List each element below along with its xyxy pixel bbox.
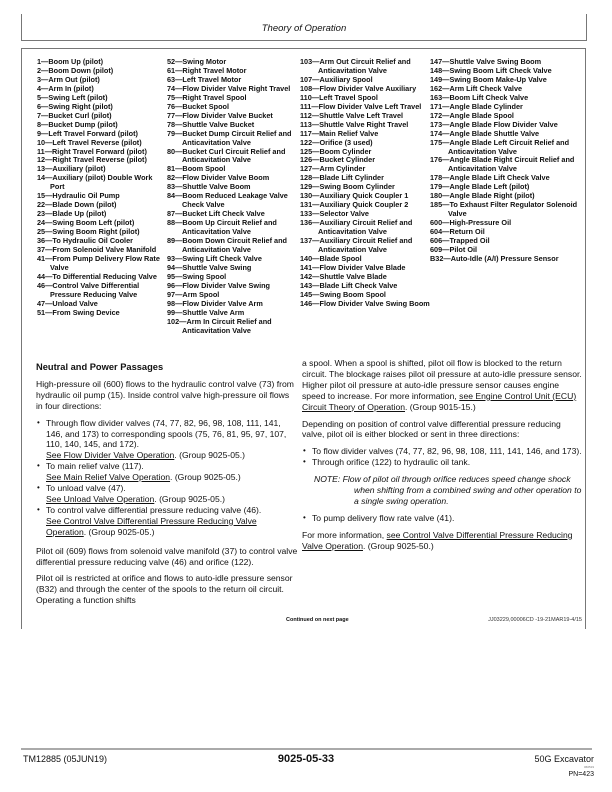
legend-number: 145— <box>300 289 320 299</box>
legend-number: 52— <box>167 57 183 66</box>
legend-number: 111— <box>300 101 319 111</box>
legend-label: Bucket Lift Check Valve <box>182 209 265 219</box>
legend-number: 10— <box>37 137 53 147</box>
legend-label: Main Relief Valve <box>319 128 379 138</box>
legend-item <box>167 148 295 166</box>
legend-label: Auxiliary Circuit Relief and Anticavitation Valve <box>318 218 413 237</box>
legend-label: Bucket Cylinder <box>319 155 376 165</box>
legend-number: 82— <box>167 173 183 183</box>
legend-number: 163— <box>430 92 450 102</box>
legend-label: Blade Lift Cylinder <box>319 173 384 183</box>
legend-column <box>300 58 430 309</box>
legend-number: 172— <box>430 110 450 120</box>
legend-number: 23— <box>37 209 53 219</box>
paragraph: Pilot oil is restricted at orifice and flows to auto-idle pressure sensor (B32) and through the center of the spools to the return oil circuit. Operating a function shifts <box>36 573 293 606</box>
legend-number: 94— <box>167 262 183 272</box>
footer-divider <box>21 748 592 750</box>
legend-label: Angle Blade Right Circuit Relief and Anticavitation Valve <box>448 155 575 174</box>
legend-number: 93— <box>167 253 183 263</box>
legend-label: Blade Lift Check Valve <box>319 280 398 290</box>
legend-number: 133— <box>300 209 320 219</box>
legend-label: Swing Right (pilot) <box>48 101 113 111</box>
legend-label: Left Travel Spool <box>319 92 378 102</box>
reference-code: JJ03229,00006CD -19-21MAR19-4/15 <box>488 617 582 623</box>
legend-label: Auxiliary (pilot) <box>52 164 106 174</box>
legend-label: Swing Boom Cylinder <box>319 182 395 192</box>
legend-number: 3— <box>37 74 49 84</box>
legend-number: 136— <box>300 218 320 228</box>
legend-number: 12— <box>37 155 53 165</box>
paragraph-text: . (Group 9015-15.) <box>405 401 476 412</box>
legend-label: Boom Cylinder <box>319 146 372 156</box>
legend-label: Bucket Curl (pilot) <box>48 110 112 120</box>
legend-column <box>167 58 295 336</box>
legend-label: Control Valve Differential Pressure Reducing Valve <box>50 280 140 299</box>
legend-number: 9— <box>37 128 49 138</box>
legend-label: Flow Divider Valve Auxiliary <box>319 83 417 93</box>
legend-number: 604— <box>430 227 450 237</box>
legend-label: Swing Left (pilot) <box>48 92 108 102</box>
legend-label: Flow Divider Valve Boom <box>182 173 270 183</box>
legend-label: Right Travel Motor <box>182 65 247 75</box>
legend-label: Left Travel Reverse (pilot) <box>52 137 142 147</box>
legend-label: Right Travel Forward (pilot) <box>52 146 147 156</box>
paragraph-text: . (Group 9025-05.) <box>174 450 246 461</box>
legend-number: 88— <box>167 218 183 228</box>
legend-label: Bucket Dump (pilot) <box>48 119 118 129</box>
legend-label: Shuttle Valve Arm <box>182 307 245 317</box>
legend-label: Pilot Oil <box>449 245 478 255</box>
legend-number: 44— <box>37 271 53 281</box>
legend-label: Trapped Oil <box>449 236 490 246</box>
legend-number: 117— <box>300 128 320 138</box>
legend-label: From Swing Device <box>52 307 120 317</box>
bullet-list <box>302 513 584 524</box>
legend-item <box>300 58 430 76</box>
body-right-column <box>302 358 584 558</box>
legend-label: From Pump Delivery Flow Rate Valve <box>50 253 160 272</box>
legend-label: Shuttle Valve Bucket <box>182 119 255 129</box>
legend-number: 61— <box>167 65 183 75</box>
list-item: • To pump delivery flow rate valve (41). <box>302 513 584 524</box>
legend-number: 84— <box>167 191 183 201</box>
legend-number: 129— <box>300 182 320 192</box>
cross-reference-link[interactable]: See Control Valve Differential Pressure Reducing Valve Operation <box>46 515 257 537</box>
section-title: Neutral and Power Passages <box>36 362 164 372</box>
legend-number: 131— <box>300 200 320 210</box>
legend-item <box>430 255 582 264</box>
legend-item <box>37 174 165 192</box>
legend-label: Boom Reduced Leakage Valve Check Valve <box>182 191 288 210</box>
legend-label: Auxiliary (pilot) Double Work Port <box>50 173 153 192</box>
legend-label: Shuttle Valve Swing Boom <box>449 57 542 66</box>
legend-number: 11— <box>37 146 53 156</box>
legend-label: Return Oil <box>449 227 485 237</box>
legend-label: Swing Boom Left (pilot) <box>52 218 135 228</box>
legend-label: Auxiliary Quick Coupler 2 <box>319 200 409 210</box>
legend-number: 176— <box>430 155 450 165</box>
footer-manual-id: TM12885 (05JUN19) <box>23 754 108 764</box>
legend-number: 75— <box>167 92 183 102</box>
legend-label: Angle Blade Flow Divider Valve <box>449 119 558 129</box>
legend-number: 89— <box>167 236 183 246</box>
legend-number: 112— <box>300 110 320 120</box>
footer-model: 50G Excavator <box>534 754 594 764</box>
legend-label: Shuttle Valve Swing <box>182 262 252 272</box>
paragraph: Pilot oil (609) flows from solenoid valve manifold (37) to control valve differential pressure reducing valve (46) and orifice (122). <box>36 545 298 567</box>
legend-label: Bucket Spool <box>182 101 230 111</box>
legend-label: Auxiliary Quick Coupler 1 <box>319 191 409 201</box>
legend-label: Blade Spool <box>319 253 362 263</box>
legend-label: To Differential Reducing Valve <box>52 271 157 281</box>
paragraph-text: To unload valve (47). <box>46 483 126 494</box>
legend-label: Boom Up Circuit Relief and Anticavitation Valve <box>182 218 277 237</box>
bullet-list <box>302 446 584 468</box>
legend-label: Swing Motor <box>182 57 227 66</box>
legend-number: 178— <box>430 173 450 183</box>
legend-number: 185— <box>430 200 450 210</box>
legend-label: Flow Divider Valve Arm <box>182 298 263 308</box>
body-left-column <box>36 362 298 612</box>
legend-number: 96— <box>167 280 183 290</box>
footer-pn: PN=423 <box>568 771 594 778</box>
list-item: • To flow divider valves (74, 77, 82, 96, 98, 108, 111, 141, 146, and 173). <box>302 446 584 457</box>
legend-number: 142— <box>300 271 320 281</box>
paragraph: Depending on position of control valve differential pressure reducing valve, pilot oil is either blocked or sent in three directions: <box>302 418 561 440</box>
legend-item <box>300 237 430 255</box>
legend-number: 179— <box>430 182 450 192</box>
list-item <box>36 461 298 483</box>
legend-label: Arm Spool <box>182 289 220 299</box>
legend-item <box>37 255 165 273</box>
legend-item <box>430 139 582 157</box>
paragraph-text: Through flow divider valves (74, 77, 82, 96, 98, 108, 111, 141, 146, and 173) to corresponding spools (75, 76, 81, 95, 97, 107, 110, 140, 145, and 172). <box>46 417 287 450</box>
legend-item <box>430 201 582 219</box>
legend-number: 63— <box>167 74 183 84</box>
continued-note: Continued on next page <box>286 617 349 623</box>
legend-label: Arm Lift Check Valve <box>449 83 523 93</box>
legend-column <box>430 58 582 264</box>
legend-number: 141— <box>300 262 320 272</box>
bullet-list <box>36 418 298 538</box>
legend-label: Swing Boom Spool <box>319 289 386 299</box>
legend-number: 47— <box>37 298 53 308</box>
legend-label: Boom Spool <box>182 164 226 174</box>
legend-number: 143— <box>300 280 320 290</box>
legend-number: 95— <box>167 271 183 281</box>
paragraph-text: . (Group 9025-05.) <box>170 472 241 483</box>
legend-number: 37— <box>37 245 53 255</box>
legend-label: From Solenoid Valve Manifold <box>52 245 157 255</box>
footer-page-number: 9025-05-33 <box>277 753 335 765</box>
legend-label: Angle Blade Left Circuit Relief and Anticavitation Valve <box>448 137 570 156</box>
legend-label: Hydraulic Oil Pump <box>52 191 120 201</box>
legend-label: Selector Valve <box>319 209 369 219</box>
legend-label: Arm Cylinder <box>319 164 366 174</box>
legend-number: 1— <box>37 57 49 66</box>
legend-label: Flow Divider Valve Blade <box>319 262 406 272</box>
legend-number: 25— <box>37 227 53 237</box>
legend-number: 122— <box>300 137 320 147</box>
legend-label: Blade Down (pilot) <box>52 200 117 210</box>
legend-number: 5— <box>37 92 49 102</box>
paragraph-text: . (Group 9025-05.) <box>83 526 155 537</box>
legend-number: 80— <box>167 146 183 156</box>
legend-number: 107— <box>300 74 320 84</box>
legend-number: 127— <box>300 164 320 174</box>
legend-number: 126— <box>300 155 320 165</box>
legend-item <box>300 300 430 309</box>
legend-label: Left Travel Forward (pilot) <box>48 128 138 138</box>
legend-item <box>167 192 295 210</box>
legend-label: Arm Out Circuit Relief and Anticavitation Valve <box>318 57 411 75</box>
legend-number: 171— <box>430 101 450 111</box>
legend-label: Swing Boom Right (pilot) <box>52 227 140 237</box>
legend-label: Flow Divider Valve Swing <box>182 280 271 290</box>
legend-number: 110— <box>300 92 320 102</box>
legend-number: 41— <box>37 253 53 263</box>
legend-item <box>430 156 582 174</box>
legend-number: 79— <box>167 128 183 138</box>
legend-label: Boom Down (pilot) <box>48 65 114 75</box>
legend-label: Unload Valve <box>52 298 98 308</box>
legend-number: 4— <box>37 83 49 93</box>
legend-item <box>167 219 295 237</box>
legend-label: Angle Blade Lift Check Valve <box>449 173 550 183</box>
legend-number: 74— <box>167 83 183 93</box>
legend-number: 606— <box>430 236 450 246</box>
legend-number: 76— <box>167 101 183 111</box>
footer-date-code: 060519 <box>583 765 594 769</box>
legend-label: Boom Down Circuit Relief and Anticavitation Valve <box>182 236 288 255</box>
ecu-theory-link[interactable]: see Engine Control Unit (ECU) Circuit Theory of Operation <box>302 390 577 412</box>
legend-label: Right Travel Spool <box>182 92 247 102</box>
legend-number: 174— <box>430 128 450 138</box>
legend-label: Blade Up (pilot) <box>52 209 107 219</box>
legend-number: 146— <box>300 298 320 308</box>
legend-number: 83— <box>167 182 183 192</box>
legend-number: 137— <box>300 236 320 246</box>
control-valve-operation-link[interactable]: see Control Valve Differential Pressure Reducing Valve Operation <box>302 529 573 551</box>
paragraph-text: . (Group 9025-05.) <box>154 493 225 504</box>
legend-label: To Hydraulic Oil Cooler <box>52 236 133 246</box>
legend-number: 46— <box>37 280 53 290</box>
legend-label: Arm In Circuit Relief and Anticavitation Valve <box>182 316 272 335</box>
legend-number: 102— <box>167 316 187 326</box>
legend-label: To Exhaust Filter Regulator Solenoid Valve <box>448 200 578 219</box>
legend-number: 98— <box>167 298 183 308</box>
legend-label: Swing Boom Lift Check Valve <box>449 65 552 75</box>
legend-number: 140— <box>300 253 320 263</box>
paragraph: High-pressure oil (600) flows to the hydraulic control valve (73) from hydraulic oil pump (15). Inside control valve high-pressure oil flows in four directions: <box>36 378 294 411</box>
paragraph <box>302 358 584 413</box>
legend-number: 6— <box>37 101 49 111</box>
legend-label: Angle Blade Spool <box>449 110 514 120</box>
list-item <box>36 505 298 538</box>
paragraph-text: . (Group 9025-50.) <box>363 540 434 551</box>
legend-label: Shuttle Valve Right Travel <box>319 119 409 129</box>
paragraph-text: To main relief valve (117). <box>46 461 144 472</box>
legend-number: 148— <box>430 65 450 75</box>
legend-label: Flow Divider Valve Swing Boom <box>319 298 430 308</box>
legend-number: 108— <box>300 83 320 93</box>
legend-label: Flow Divider Valve Left Travel <box>318 101 422 111</box>
legend-label: Swing Lift Check Valve <box>182 253 262 263</box>
legend-label: Flow Divider Valve Right Travel <box>182 83 291 93</box>
legend-number: 149— <box>430 74 450 84</box>
cross-reference-link[interactable]: See Main Relief Valve Operation <box>46 472 171 483</box>
legend-number: 13— <box>37 164 53 174</box>
legend-label: Angle Blade Left (pilot) <box>449 182 530 192</box>
legend-number: 600— <box>430 218 450 228</box>
legend-label: Orifice (3 used) <box>319 137 373 147</box>
legend-number: 14— <box>37 173 53 183</box>
legend-label: Auxiliary Circuit Relief and Anticavitation Valve <box>318 236 413 255</box>
page-header <box>21 14 587 41</box>
paragraph-text: a spool. When a spool is shifted, pilot oil flow is blocked to the return circuit. The blockage raises pilot oil pressure at auto-idle pressure sensor. Higher pilot oil pressure at auto-idle pressure sensor causes engine speed to increase. For more information, <box>302 358 582 401</box>
legend-number: 609— <box>430 245 450 255</box>
legend-number: 103— <box>300 57 320 66</box>
legend-label: Swing Boom Make-Up Valve <box>449 74 547 84</box>
paragraph-text: For more information, <box>302 529 387 540</box>
legend-number: 147— <box>430 57 450 66</box>
paragraph <box>302 530 584 552</box>
legend-item <box>167 237 295 255</box>
legend-label: Angle Blade Cylinder <box>449 101 523 111</box>
page-header-title: Theory of Operation <box>261 23 347 34</box>
legend-number: 87— <box>167 209 183 219</box>
legend-number: 162— <box>430 83 450 93</box>
legend-number: 99— <box>167 307 183 317</box>
legend-number: 7— <box>37 110 49 120</box>
legend-number: 81— <box>167 164 183 174</box>
legend-label: Arm In (pilot) <box>48 83 94 93</box>
legend-number: 113— <box>300 119 320 129</box>
legend-number: 24— <box>37 218 53 228</box>
legend-number: 36— <box>37 236 53 246</box>
legend-number: 77— <box>167 110 183 120</box>
legend-label: Bucket Curl Circuit Relief and Anticavitation Valve <box>182 146 286 165</box>
legend-item <box>167 130 295 148</box>
legend-label: Auto-Idle (A/I) Pressure Sensor <box>450 253 559 263</box>
legend-label: Boom Up (pilot) <box>48 57 104 66</box>
legend-label: Right Travel Reverse (pilot) <box>52 155 147 165</box>
legend-label: Angle Blade Right (pilot) <box>449 191 535 201</box>
cross-reference-link[interactable]: See Unload Valve Operation <box>46 493 155 504</box>
legend-label: Swing Spool <box>182 271 227 281</box>
list-item <box>36 418 298 462</box>
legend-item <box>167 318 295 336</box>
legend-number: 130— <box>300 191 320 201</box>
legend-label: Left Travel Motor <box>182 74 242 84</box>
legend-number: 128— <box>300 173 320 183</box>
legend-item <box>300 219 430 237</box>
legend-number: 15— <box>37 191 53 201</box>
paragraph-text: To control valve differential pressure reducing valve (46). <box>46 504 262 515</box>
legend-number: B32— <box>430 253 451 263</box>
legend-item <box>37 309 165 318</box>
legend-number: 173— <box>430 119 450 129</box>
legend-number: 22— <box>37 200 53 210</box>
legend-column <box>37 58 165 318</box>
legend-number: 97— <box>167 289 183 299</box>
note: NOTE: Flow of pilot oil through orifice reduces speed change shock when shifting from a combined swing and other operation to a single swing operation. <box>314 474 582 506</box>
legend-number: 8— <box>37 119 49 129</box>
legend-label: Angle Blade Shuttle Valve <box>449 128 540 138</box>
legend-label: Shuttle Valve Left Travel <box>319 110 404 120</box>
legend-number: 180— <box>430 191 450 201</box>
legend-label: High-Pressure Oil <box>449 218 512 228</box>
legend-label: Auxiliary Spool <box>319 74 373 84</box>
legend-label: Bucket Dump Circuit Relief and Anticavitation Valve <box>182 128 292 147</box>
legend-label: Shuttle Valve Boom <box>182 182 251 192</box>
legend-label: Flow Divider Valve Bucket <box>182 110 273 120</box>
cross-reference-link[interactable]: See Flow Divider Valve Operation <box>46 450 175 461</box>
legend-label: Shuttle Valve Blade <box>319 271 387 281</box>
list-item: • Through orifice (122) to hydraulic oil tank. <box>302 457 584 468</box>
list-item <box>36 483 298 505</box>
legend-number: 175— <box>430 137 450 147</box>
legend-number: 78— <box>167 119 183 129</box>
legend-number: 51— <box>37 307 53 317</box>
legend-label: Boom Lift Check Valve <box>449 92 529 102</box>
legend-number: 125— <box>300 146 320 156</box>
legend-label: Arm Out (pilot) <box>48 74 100 84</box>
legend-item <box>37 282 165 300</box>
legend-number: 2— <box>37 65 49 75</box>
